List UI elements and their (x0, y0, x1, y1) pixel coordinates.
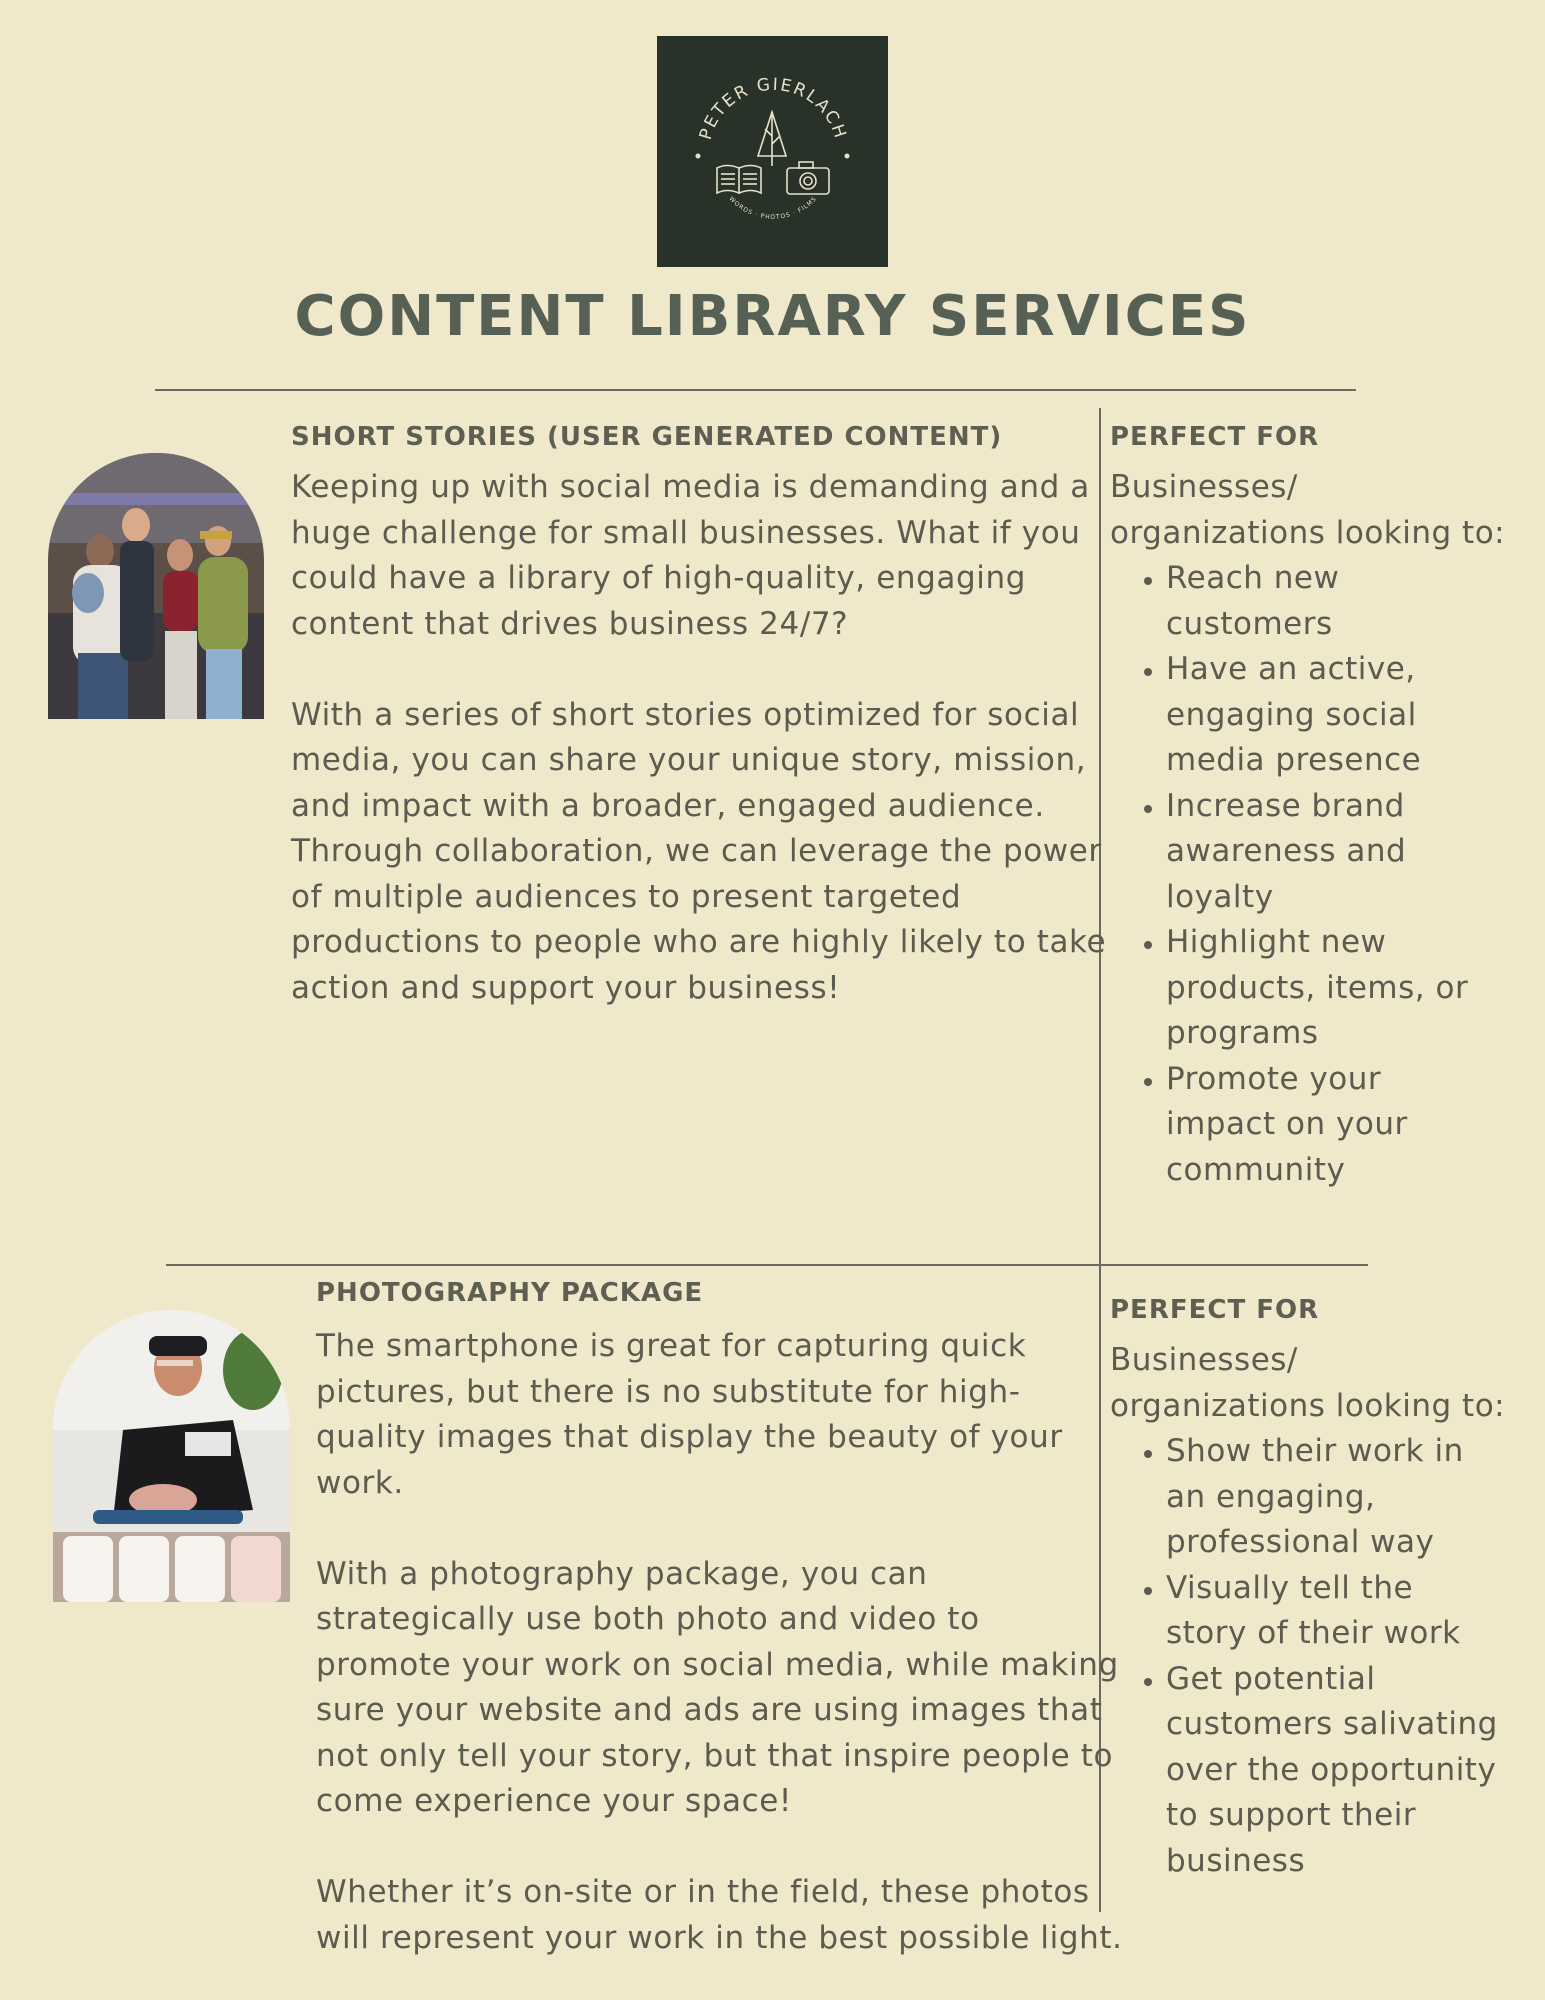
body-line: come experience your space! (316, 1783, 792, 1819)
list-item: • Have an active, engaging social media presence (1166, 647, 1540, 784)
logo-name-text: PETER GIERLACH (695, 74, 851, 143)
body-line (316, 1506, 1123, 1552)
body-line (291, 647, 1106, 693)
list-item: • Reach new customers (1166, 556, 1540, 647)
group-photo (48, 453, 264, 719)
logo-tagline-text: WORDS · PHOTOS · FILMS (727, 195, 819, 221)
section-heading-photography: PHOTOGRAPHY PACKAGE (316, 1278, 704, 1308)
body-line: could have a library of high-quality, engaging (291, 560, 1027, 596)
body-line: Whether it’s on-site or in the field, these photos (316, 1874, 1090, 1910)
body-line: strategically use both photo and video to (316, 1601, 980, 1637)
body-line: promote your work on social media, while making (316, 1646, 1119, 1683)
perfect-for-intro: organizations looking to: (1110, 1387, 1506, 1424)
book-icon (717, 166, 761, 194)
body-line (316, 1825, 1123, 1871)
section-body-short-stories (291, 465, 1106, 1011)
body-line: pictures, but there is no substitute for high- (316, 1373, 1021, 1410)
body-line: Through collaboration, we can leverage the power (291, 833, 1102, 869)
perfect-for-list-photography (1110, 1338, 1540, 1884)
body-line: will represent your work in the best possible light. (316, 1919, 1123, 1956)
perfect-for-list-short-stories (1110, 465, 1540, 1193)
page-title: CONTENT LIBRARY SERVICES (294, 284, 1251, 349)
perfect-for-intro: organizations looking to: (1110, 514, 1506, 551)
list-item: • Visually tell the story of their work (1166, 1566, 1540, 1657)
body-line: work. (316, 1464, 404, 1501)
section-body-photography (316, 1324, 1123, 1961)
body-line: and impact with a broader, engaged audience. (291, 787, 1045, 824)
body-line: huge challenge for small businesses. What if you (291, 514, 1081, 551)
body-line: The smartphone is great for capturing quick (316, 1328, 1027, 1364)
top-divider (155, 389, 1356, 391)
list-item: • Highlight new products, items, or programs (1166, 920, 1540, 1057)
perfect-for-intro: Businesses/ (1110, 469, 1298, 505)
perfect-for-intro: Businesses/ (1110, 1342, 1298, 1378)
body-line: of multiple audiences to present targeted (291, 878, 962, 915)
body-line: Keeping up with social media is demanding and a (291, 469, 1090, 505)
body-line: quality images that display the beauty of your (316, 1419, 1063, 1455)
list-item: • Promote your impact on your community (1166, 1057, 1540, 1194)
body-line: not only tell your story, but that inspire people to (316, 1737, 1114, 1774)
body-line: content that drives business 24/7? (291, 605, 849, 642)
tree-icon (758, 112, 786, 166)
brand-logo (657, 36, 888, 267)
list-item: • Get potential customers salivating over the opportunity to support their business (1166, 1657, 1540, 1885)
body-line: action and support your business! (291, 969, 841, 1006)
list-item: • Show their work in an engaging, professional way (1166, 1429, 1540, 1566)
body-line: media, you can share your unique story, mission, (291, 742, 1087, 778)
list-item: • Increase brand awareness and loyalty (1166, 784, 1540, 921)
section-heading-short-stories: SHORT STORIES (USER GENERATED CONTENT) (291, 422, 1003, 452)
perfect-for-heading: PERFECT FOR (1110, 1295, 1320, 1325)
camera-icon (787, 162, 829, 194)
middle-divider (166, 1264, 1368, 1266)
body-line: productions to people who are highly likely to take (291, 924, 1107, 960)
body-line: With a series of short stories optimized for social (291, 696, 1080, 733)
body-line: With a photography package, you can (316, 1555, 928, 1592)
body-line: sure your website and ads are using images that (316, 1692, 1103, 1728)
perfect-for-heading: PERFECT FOR (1110, 422, 1320, 452)
logo-emblem (657, 36, 888, 267)
potter-photo (53, 1310, 290, 1602)
